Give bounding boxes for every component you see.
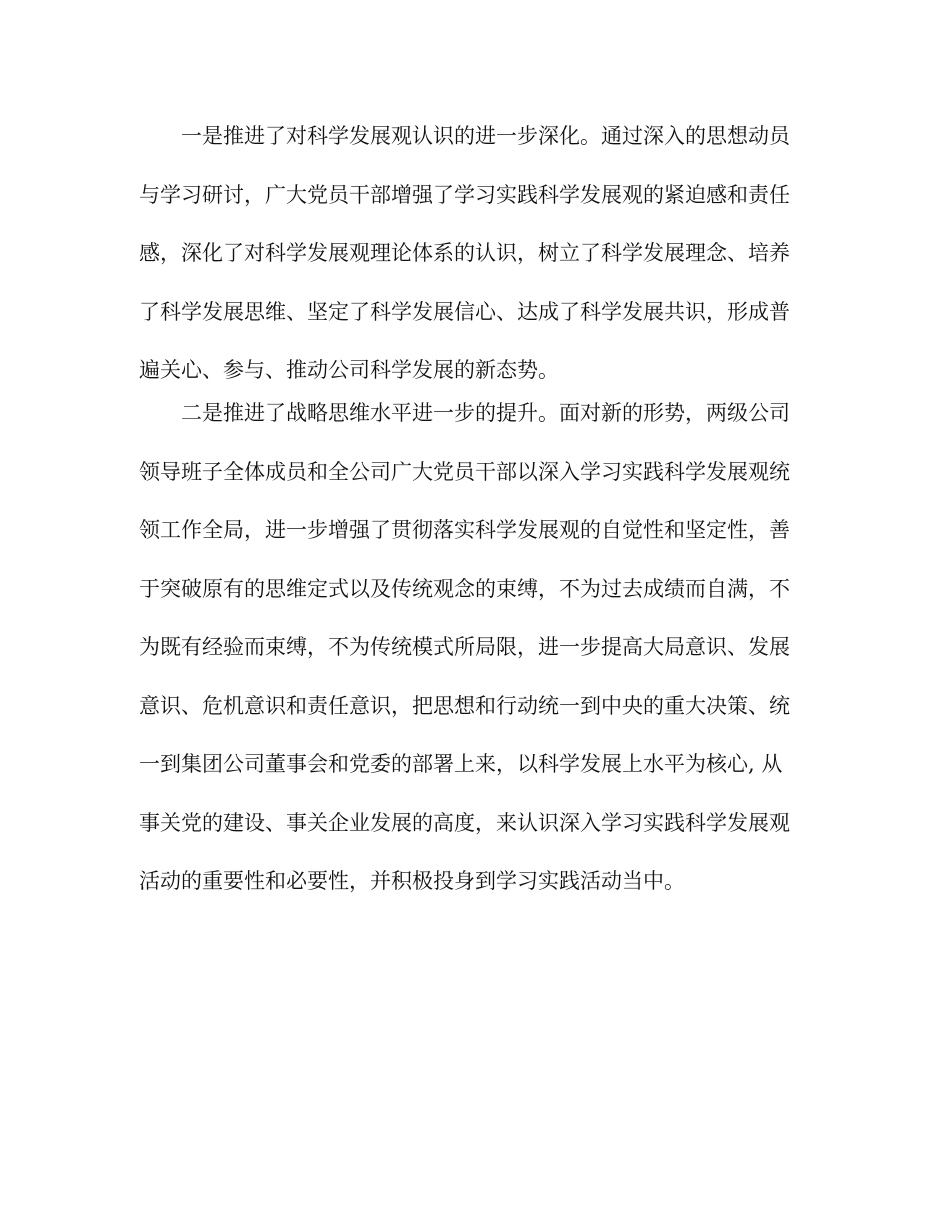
document-body — [139, 122, 819, 910]
paragraph-line: 于突破原有的思维定式以及传统观念的束缚，不为过去成绩而自满，不 — [139, 576, 790, 601]
paragraph-line: 为既有经验而束缚，不为传统模式所局限，进一步提高大局意识、发展 — [139, 635, 790, 659]
paragraph-line: 二是推进了战略思维水平进一步的提升。面对新的形势，两级公司 — [181, 401, 790, 425]
paragraph-line: 遍关心、参与、推动公司科学发展的新态势。 — [139, 358, 559, 382]
paragraph-line: 活动的重要性和必要性，并积极投身到学习实践活动当中。 — [139, 869, 685, 893]
paragraph-line: 领导班子全体成员和全公司广大党员干部以深入学习实践科学发展观统 — [139, 459, 790, 484]
paragraph-line: 与学习研讨，广大党员干部增强了学习实践科学发展观的紧迫感和责任 — [139, 182, 790, 207]
paragraph-2 — [139, 399, 819, 896]
paragraph-line: 意识、危机意识和责任意识，把思想和行动统一到中央的重大决策、统 — [139, 693, 790, 718]
paragraph-line: 事关党的建设、事关企业发展的高度，来认识深入学习实践科学发展观 — [139, 810, 790, 835]
paragraph-line: 一到集团公司董事会和党委的部署上来，以科学发展上水平为核心, 从 — [139, 752, 783, 776]
paragraph-line: 一是推进了对科学发展观认识的进一步深化。通过深入的思想动员 — [181, 124, 790, 148]
paragraph-1 — [139, 122, 819, 385]
paragraph-line: 感，深化了对科学发展观理论体系的认识，树立了科学发展理念、培养 — [139, 241, 790, 265]
paragraph-line: 领工作全局，进一步增强了贯彻落实科学发展观的自觉性和坚定性，善 — [139, 518, 790, 542]
paragraph-line: 了科学发展思维、坚定了科学发展信心、达成了科学发展共识，形成普 — [139, 299, 790, 324]
